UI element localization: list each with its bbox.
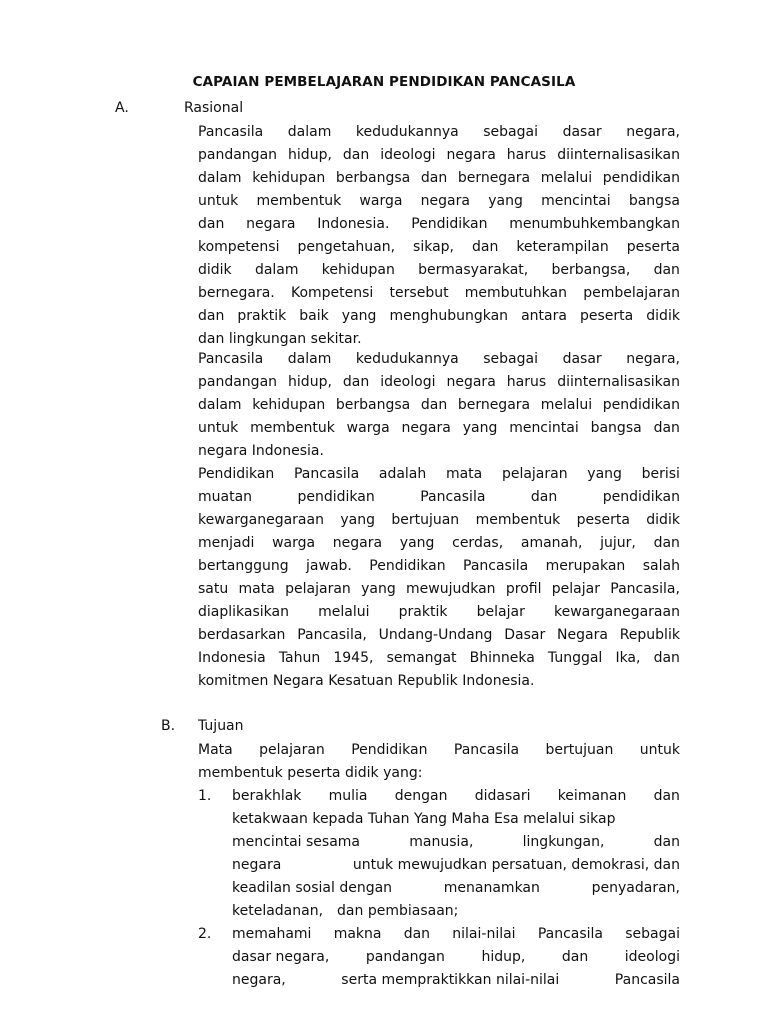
word: pendidikan [602, 170, 680, 186]
word: sebagai [483, 124, 538, 140]
word: yang [361, 581, 396, 597]
word: Pancasila [293, 466, 360, 482]
text-line [198, 624, 680, 647]
word: peserta [576, 512, 630, 528]
word: keteladanan, [232, 903, 324, 919]
word-group: ketakwaan kepada Tuhan Yang Maha Esa melalui sikap [232, 811, 616, 827]
word: yang [488, 193, 523, 209]
word: dan [653, 650, 680, 666]
text-line [198, 236, 680, 259]
section-b-marker: B. [161, 718, 176, 734]
word: Negara [557, 627, 608, 643]
word: kehidupan [252, 170, 326, 186]
word: dan [653, 420, 680, 436]
word: sebagai [625, 926, 680, 942]
word-group: serta mempraktikkan nilai-nilai [341, 972, 560, 988]
word: dalam [198, 397, 242, 413]
word: bertanggung [198, 558, 289, 574]
text-line [232, 831, 680, 854]
word: mata [238, 581, 275, 597]
word: dan [403, 926, 431, 942]
word: berdasarkan [198, 627, 286, 643]
word: dan [653, 834, 680, 850]
word: negara [332, 535, 383, 551]
word: yang [341, 308, 377, 324]
text-line [198, 532, 680, 555]
word: Pendidikan [369, 558, 446, 574]
word: belajar [476, 604, 525, 620]
word: menumbuhkembangkan [509, 216, 680, 232]
word: menghubungkan [389, 308, 509, 324]
text-line [198, 578, 680, 601]
word: bernegara [457, 170, 531, 186]
text-line [198, 213, 680, 236]
word: ideologi [380, 374, 436, 390]
word: Dasar [504, 627, 546, 643]
word: pelajar [551, 581, 600, 597]
word: ideologi [624, 949, 680, 965]
text-line [198, 762, 680, 785]
word: negara [446, 147, 496, 163]
word: kompetensi [198, 239, 280, 255]
word: bertujuan [545, 742, 614, 758]
word: dasar [562, 124, 602, 140]
word: diaplikasikan [198, 604, 289, 620]
text-line [198, 509, 680, 532]
word: didasari [474, 788, 531, 804]
word: jawab. [306, 558, 352, 574]
word: yang [462, 420, 498, 436]
text-line [198, 647, 680, 670]
text-line [198, 394, 680, 417]
word-group: dasar negara, [232, 949, 330, 965]
word: yang [399, 535, 435, 551]
word: didik [646, 512, 680, 528]
word: menanamkan [443, 880, 540, 896]
word: memahami [232, 926, 312, 942]
text-line [232, 877, 680, 900]
section-b-intro [198, 739, 680, 785]
word: membentuk [250, 420, 335, 436]
word: adalah [378, 466, 427, 482]
word: kewarganegaraan [198, 512, 324, 528]
word: ideologi [380, 147, 436, 163]
word: Pancasila [453, 742, 520, 758]
word: berbangsa, [551, 262, 631, 278]
word: cerdas, [452, 535, 504, 551]
word: Indonesia. [251, 443, 324, 459]
word: Indonesia [198, 650, 266, 666]
word: dan [561, 949, 589, 965]
word: Bhinneka [469, 650, 535, 666]
word: mewujudkan [406, 581, 496, 597]
list-item-number-1: 1. [198, 788, 212, 804]
word: membutuhkan [464, 285, 567, 301]
word: yang: [383, 765, 423, 781]
word: membentuk [475, 512, 561, 528]
word: kehidupan [321, 262, 395, 278]
word: berbangsa [335, 170, 411, 186]
text-line [198, 670, 680, 693]
word: negara, [626, 124, 680, 140]
word: didik [646, 308, 680, 324]
text-line [198, 190, 680, 213]
word: manusia, [409, 834, 474, 850]
word: melalui [540, 397, 593, 413]
word: Ika, [615, 650, 641, 666]
word: didik [344, 765, 379, 781]
word: Tahun [278, 650, 321, 666]
text-line [232, 946, 680, 969]
word: untuk [198, 420, 239, 436]
word: Pendidikan [411, 216, 488, 232]
word: dan [198, 216, 225, 232]
word: negara [198, 443, 248, 459]
word: dan [530, 489, 558, 505]
word: tersebut [389, 285, 449, 301]
text-line [198, 348, 680, 371]
word: mulia [328, 788, 368, 804]
word: yang [340, 512, 375, 528]
section-a-paragraph-2 [198, 348, 680, 463]
word: Pancasila [198, 124, 264, 140]
word: pandangan [365, 949, 445, 965]
word: melalui [318, 604, 370, 620]
word: lingkungan, [522, 834, 605, 850]
word: negara [420, 193, 470, 209]
text-line [198, 486, 680, 509]
word: negara [246, 216, 296, 232]
word: bernegara. [198, 285, 275, 301]
word: Pancasila, [610, 581, 680, 597]
document-title: CAPAIAN PEMBELAJARAN PENDIDIKAN PANCASILA [192, 74, 576, 90]
section-a-paragraph-1 [198, 121, 680, 351]
word: pandangan [198, 147, 278, 163]
text-line [198, 739, 680, 762]
word: dan [653, 535, 680, 551]
word: komitmen [198, 673, 269, 689]
word: membentuk [256, 193, 342, 209]
word: mata [445, 466, 483, 482]
word: penyadaran, [591, 880, 680, 896]
word: Undang-Undang [378, 627, 493, 643]
text-line [232, 900, 680, 923]
word: semangat [386, 650, 457, 666]
word: pembelajaran [583, 285, 680, 301]
word: Pancasila [198, 351, 264, 367]
word: 1945, [333, 650, 374, 666]
word: hidup, [288, 147, 332, 163]
word: merupakan [545, 558, 626, 574]
text-line [198, 601, 680, 624]
word-group: keadilan sosial dengan [232, 880, 393, 896]
word: Indonesia. [317, 216, 390, 232]
word: Mata [198, 742, 233, 758]
word: untuk [639, 742, 680, 758]
word: negara, [626, 351, 680, 367]
word: pelajaran [285, 581, 351, 597]
word: peserta [626, 239, 680, 255]
word: dasar [562, 351, 602, 367]
text-line [198, 305, 680, 328]
word: dan [653, 788, 680, 804]
word: bermasyarakat, [418, 262, 529, 278]
text-line [232, 854, 680, 877]
word: Pancasila, [297, 627, 367, 643]
word: keterampilan [516, 239, 609, 255]
word: bernegara [457, 397, 531, 413]
list-item-number-2: 2. [198, 926, 212, 942]
word: kedudukannya [355, 351, 459, 367]
word: dengan [394, 788, 448, 804]
word: harus [506, 147, 547, 163]
list-item-2 [232, 923, 680, 992]
text-line [232, 923, 680, 946]
word: nilai-nilai [452, 926, 516, 942]
word: negara [232, 857, 282, 873]
word: makna [333, 926, 382, 942]
word: untuk [198, 193, 239, 209]
word: satu [198, 581, 229, 597]
section-a-paragraph-3 [198, 463, 680, 693]
word: kewarganegaraan [554, 604, 680, 620]
word: yang [587, 466, 622, 482]
word: salah [642, 558, 680, 574]
word: Pendidikan [198, 466, 275, 482]
word: warga [346, 420, 390, 436]
text-line [198, 371, 680, 394]
word: diinternalisasikan [557, 374, 680, 390]
word: Pancasila [420, 489, 486, 505]
word: warga [359, 193, 403, 209]
list-item-1 [232, 785, 680, 923]
text-line [232, 969, 680, 992]
word: Republik [397, 673, 458, 689]
section-a-marker: A. [115, 100, 129, 116]
text-line [232, 785, 680, 808]
text-line [198, 463, 680, 486]
word: Indonesia. [462, 673, 535, 689]
word: Tunggal [547, 650, 603, 666]
word: bertujuan [391, 512, 460, 528]
word: dalam [198, 170, 242, 186]
word-group: dan pembiasaan; [337, 903, 459, 919]
word: hidup, [481, 949, 526, 965]
word: pendidikan [602, 397, 680, 413]
word: dalam [254, 262, 299, 278]
word: negara [401, 420, 451, 436]
word: berakhlak [232, 788, 302, 804]
word: bangsa [590, 420, 642, 436]
word: pelajaran [501, 466, 568, 482]
word: jujur, [600, 535, 636, 551]
word-group: mencintai sesama [232, 834, 360, 850]
word: pelajaran [259, 742, 325, 758]
word: mencintai [541, 193, 611, 209]
text-line [198, 555, 680, 578]
word: melalui [540, 170, 593, 186]
word: baik [299, 308, 329, 324]
word: dan [342, 147, 370, 163]
word: Pancasila [537, 926, 604, 942]
word: lingkungan [228, 331, 307, 347]
word: dalam [287, 351, 332, 367]
word: hidup, [288, 374, 332, 390]
word: pendidikan [602, 489, 680, 505]
text-line [198, 282, 680, 305]
word: Pancasila [614, 972, 680, 988]
word: harus [506, 374, 547, 390]
word: kedudukannya [355, 124, 459, 140]
word: warga [272, 535, 316, 551]
word: keimanan [557, 788, 627, 804]
word: Republik [619, 627, 680, 643]
word: praktik [398, 604, 448, 620]
word: diinternalisasikan [557, 147, 680, 163]
word: pandangan [198, 374, 278, 390]
word: negara [446, 374, 496, 390]
word: dalam [287, 124, 332, 140]
word: dan [420, 397, 448, 413]
text-line [198, 259, 680, 282]
word: Negara [272, 673, 324, 689]
word: sebagai [483, 351, 538, 367]
word: membentuk [198, 765, 283, 781]
word: kehidupan [252, 397, 326, 413]
word: dan [198, 308, 225, 324]
word: praktik [237, 308, 287, 324]
word: peserta [580, 308, 634, 324]
text-line [198, 167, 680, 190]
word: peserta [287, 765, 341, 781]
word: negara, [232, 972, 286, 988]
word: bangsa [628, 193, 680, 209]
text-line [232, 808, 680, 831]
word: didik [198, 262, 232, 278]
word: dan [472, 239, 499, 255]
word: menjadi [198, 535, 255, 551]
word: Pendidikan [351, 742, 428, 758]
word: dan [198, 331, 225, 347]
word-group: untuk mewujudkan persatuan, demokrasi, dan [352, 857, 680, 873]
word: muatan [198, 489, 253, 505]
word: Kesatuan [328, 673, 394, 689]
word: dan [420, 170, 448, 186]
text-line [198, 417, 680, 440]
word: mencintai [509, 420, 579, 436]
word: profil [505, 581, 542, 597]
word: sikap, [413, 239, 455, 255]
word: Kompetensi [290, 285, 374, 301]
word: Pancasila [463, 558, 529, 574]
word: berisi [641, 466, 680, 482]
word: pendidikan [297, 489, 375, 505]
word: pengetahuan, [297, 239, 396, 255]
text-line [198, 440, 680, 463]
word: sekitar. [310, 331, 362, 347]
section-b-heading: Tujuan [198, 718, 244, 734]
text-line [198, 144, 680, 167]
section-a-heading: Rasional [184, 100, 244, 116]
word: dan [342, 374, 370, 390]
word: antara [521, 308, 567, 324]
word: berbangsa [335, 397, 411, 413]
word: dan [653, 262, 680, 278]
word: amanah, [520, 535, 583, 551]
text-line [198, 121, 680, 144]
